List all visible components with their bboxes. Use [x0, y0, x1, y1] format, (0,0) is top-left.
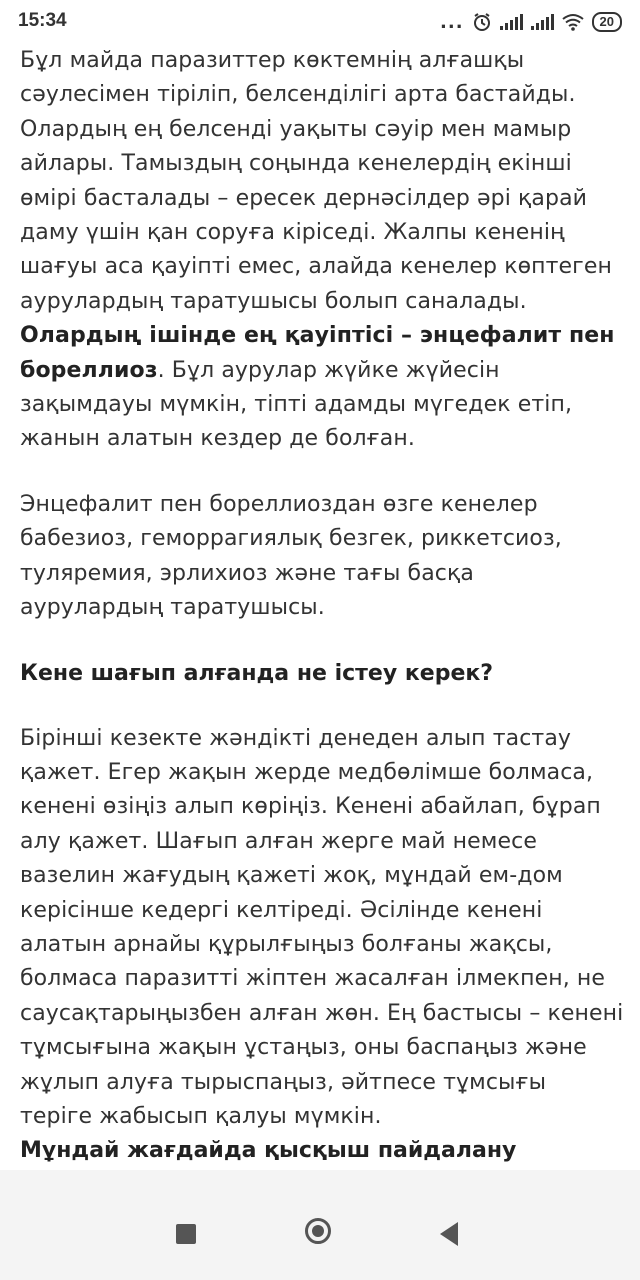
more-notifications-icon: ...: [440, 11, 464, 33]
home-button[interactable]: [305, 1218, 331, 1244]
status-icons: [440, 10, 622, 34]
wifi-icon: [562, 13, 584, 31]
section-heading: Кене шағып алғанда не істеу керек?: [20, 660, 494, 686]
bold-emphasis: Олардың ішінде ең қауіптісі – энцефалит пен бореллиоз: [20, 323, 615, 383]
article-content[interactable]: [20, 44, 624, 1169]
battery-icon: 20: [592, 12, 622, 32]
alarm-icon: [472, 12, 492, 32]
status-bar: [0, 0, 640, 44]
status-time: 15:34: [18, 10, 67, 31]
article-paragraph: [20, 44, 624, 457]
article-paragraph: Энцефалит пен бореллиоздан өзге кенелер бабезиоз, геморрагиялық безгек, риккетсиоз, туляремия, эрлихиоз және тағы басқа аурулардың таратушысы.: [20, 491, 562, 621]
recents-button[interactable]: [176, 1224, 196, 1244]
bold-paragraph-start: Мұндай жағдайда қысқыш пайдалану: [20, 1138, 517, 1164]
back-button[interactable]: [440, 1222, 458, 1246]
paragraph-text: Бұл майда паразиттер көктемнің алғашқы сәулесімен тіріліп, белсенділігі арта бастайды. Олардың ең белсенді уақыты сәуір мен мамыр айлары. Тамыздың соңында кенелердің екінші өмірі басталады – ересек дернәсілдер әрі қарай даму үшін қан соруға кіріседі. Жалпы кененің шағуы аса қауіпті емес, алайда кенелер көптеген аурулардың таратушысы болып саналады.: [20, 48, 612, 314]
signal-icon: [531, 14, 554, 30]
signal-icon: [500, 14, 523, 30]
navigation-bar: [0, 1170, 640, 1280]
article-paragraph: Бірінші кезекте жәндікті денеден алып тастау қажет. Егер жақын жерде медбөлімше болмаса, кенені өзіңіз алып көріңіз. Кенені абайлап, бұрап алу қажет. Шағып алған жерге май немесе вазелин жағудың қажеті жоқ, мұндай ем-дом керісінше кедергі келтіреді. Әсілінде кенені алатын арнайы құрылғыңыз болғаны жақсы, болмаса паразитті жіптен жасалған ілмекпен, не саусақтарыңызбен алған жөн. Ең бастысы – кенені тұмсығына жақын ұстаңыз, оны баспаңыз және жұлып алуға тырыспаңыз, әйтпесе тұмсығы теріге жабысып қалуы мүмкін.: [20, 725, 624, 1129]
paragraph-text: . Бұл аурулар жүйке жүйесін зақымдауы мүмкін, тіпті адамды мүгедек етіп, жанын алатын кездер де болған.: [20, 357, 573, 452]
